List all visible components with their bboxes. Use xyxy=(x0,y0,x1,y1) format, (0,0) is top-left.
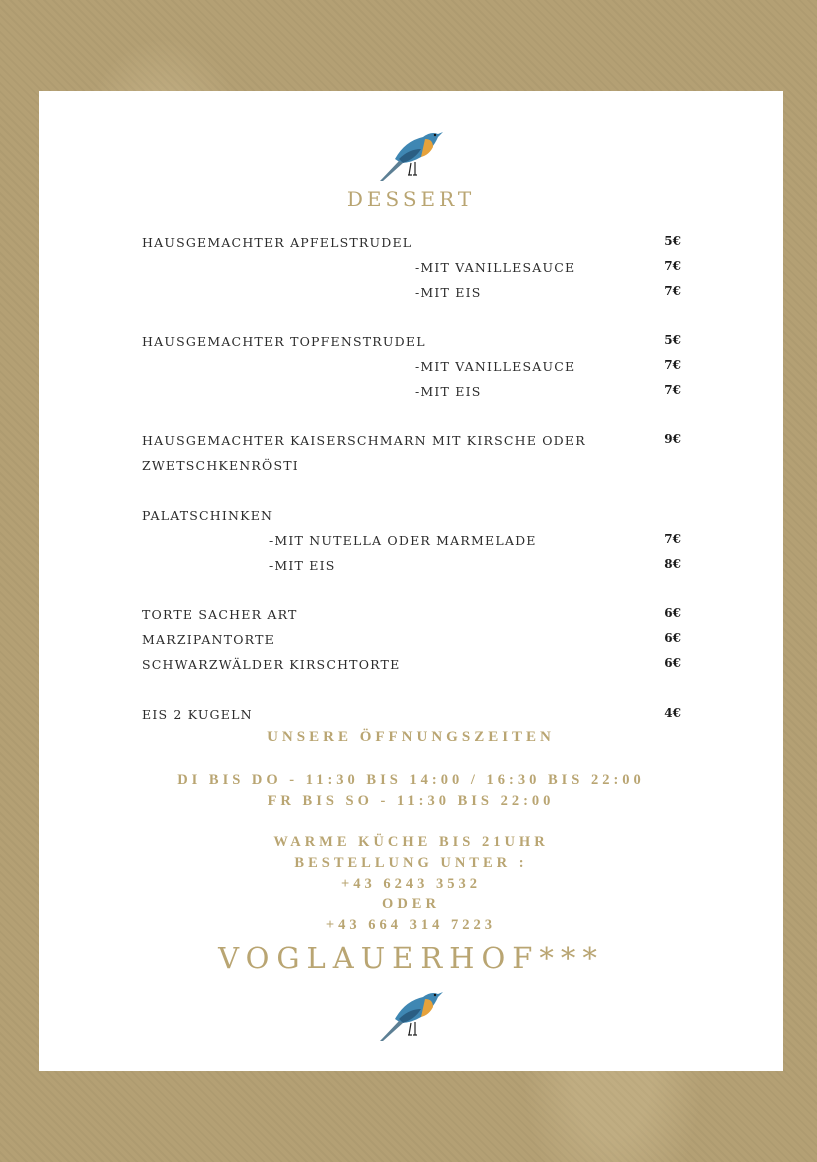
kitchen-hours: WARME KÜCHE BIS 21UHR xyxy=(273,834,549,850)
menu-item-price: 5€ xyxy=(664,234,681,248)
menu-item-price: 5€ xyxy=(664,333,681,347)
menu-item: -MIT VANILLESAUCE xyxy=(415,260,576,275)
menu-item: SCHWARZWÄLDER KIRSCHTORTE xyxy=(142,657,401,672)
phone-number: +43 6243 3532 xyxy=(340,876,481,892)
menu-item: HAUSGEMACHTER APFELSTRUDEL xyxy=(142,235,413,250)
menu-item-price: 7€ xyxy=(664,532,681,546)
menu-item: -MIT NUTELLA ODER MARMELADE xyxy=(269,533,537,548)
menu-item: -MIT VANILLESAUCE xyxy=(415,359,576,374)
menu-item-price: 8€ xyxy=(664,557,681,571)
phone-number-mobile: +43 664 314 7223 xyxy=(325,917,497,933)
menu-item: MARZIPANTORTE xyxy=(142,632,275,647)
menu-item-price: 7€ xyxy=(664,284,681,298)
menu-item-price: 6€ xyxy=(664,631,681,645)
menu-item: -MIT EIS xyxy=(415,285,482,300)
menu-item: ZWETSCHKENRÖSTI xyxy=(142,458,299,473)
menu-item: PALATSCHINKEN xyxy=(142,508,274,523)
opening-hours-weekday: DI BIS DO - 11:30 BIS 14:00 / 16:30 BIS 22:00 xyxy=(177,772,645,788)
menu-item-price: 7€ xyxy=(664,383,681,397)
menu-item: HAUSGEMACHTER TOPFENSTRUDEL xyxy=(142,334,426,349)
opening-hours-heading: UNSERE ÖFFNUNGSZEITEN xyxy=(267,729,555,745)
menu-item: -MIT EIS xyxy=(269,558,336,573)
menu-title: DESSERT xyxy=(346,187,476,211)
menu-item: EIS 2 KUGELN xyxy=(142,707,253,722)
bird-icon xyxy=(375,119,443,183)
menu-item-price: 6€ xyxy=(664,656,681,670)
order-label: BESTELLUNG UNTER : xyxy=(294,855,528,871)
menu-card xyxy=(39,91,783,1071)
menu-item: HAUSGEMACHTER KAISERSCHMARN MIT KIRSCHE ODER xyxy=(142,433,586,448)
menu-item-price: 7€ xyxy=(664,358,681,372)
menu-item-price: 6€ xyxy=(664,606,681,620)
menu-item: TORTE SACHER ART xyxy=(142,607,298,622)
opening-hours-weekend: FR BIS SO - 11:30 BIS 22:00 xyxy=(267,793,555,809)
menu-item-price: 7€ xyxy=(664,259,681,273)
brand-name: VOGLAUERHOF*** xyxy=(218,941,604,975)
bird-icon xyxy=(375,979,443,1043)
menu-item-price: 9€ xyxy=(664,432,681,446)
menu-item: -MIT EIS xyxy=(415,384,482,399)
menu-item-price: 4€ xyxy=(664,706,681,720)
or-label: ODER xyxy=(382,896,440,912)
